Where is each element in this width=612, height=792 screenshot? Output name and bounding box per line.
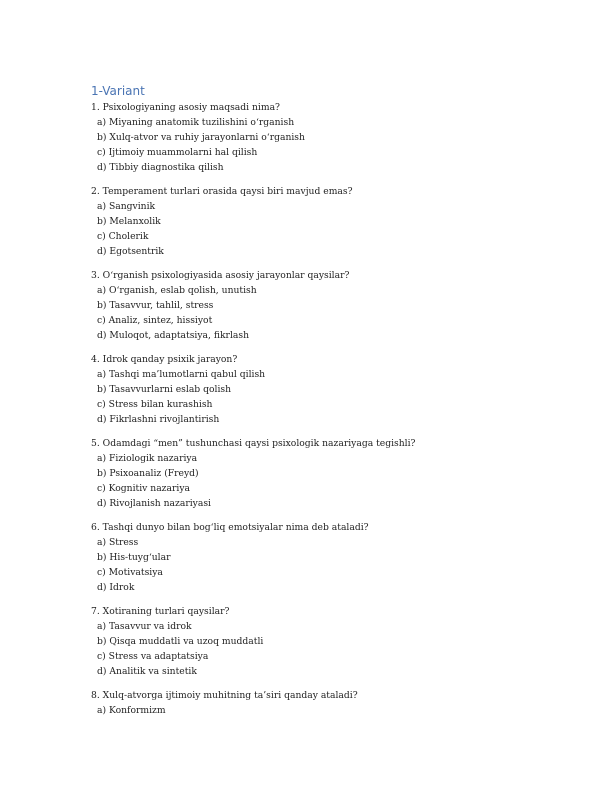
answer-option: d) Muloqot, adaptatsiya, fikrlash (97, 329, 250, 341)
question-2 (91, 185, 561, 260)
answer-option: d) Analitik va sintetik (97, 665, 197, 677)
answer-option: a) Tasavvur va idrok (97, 621, 192, 633)
variant-heading: 1-Variant (91, 84, 145, 98)
question-text: 2. Temperament turlari orasida qaysi biri mavjud emas? (91, 186, 353, 198)
question-5 (91, 437, 561, 512)
answer-option: b) Tasavvur, tahlil, stress (97, 299, 214, 311)
answer-option: c) Cholerik (97, 230, 149, 242)
question-text: 7. Xotiraning turlari qaysilar? (91, 606, 230, 618)
question-4 (91, 353, 561, 428)
answer-option: d) Egotsentrik (97, 245, 164, 257)
answer-option: c) Ijtimoiy muammolarni hal qilish (97, 146, 258, 158)
answer-option: d) Idrok (97, 581, 135, 593)
answer-option: a) Fiziologik nazariya (97, 453, 198, 465)
answer-option: a) O‘rganish, eslab qolish, unutish (97, 284, 257, 296)
question-list (91, 101, 561, 719)
question-text: 5. Odamdagi “men” tushunchasi qaysi psixologik nazariyaga tegishli? (91, 438, 416, 450)
question-6 (91, 521, 561, 596)
answer-option: c) Stress bilan kurashish (97, 398, 213, 410)
answer-option: a) Stress (97, 537, 139, 549)
answer-option: b) Psixoanaliz (Freyd) (97, 467, 199, 479)
answer-option: b) Xulq-atvor va ruhiy jarayonlarni o‘rganish (97, 131, 305, 143)
answer-option: b) Qisqa muddatli va uzoq muddatli (97, 636, 264, 647)
answer-option: a) Sangvinik (97, 200, 156, 212)
question-text: 4. Idrok qanday psixik jarayon? (91, 354, 238, 366)
question-text: 3. O‘rganish psixologiyasida asosiy jarayonlar qaysilar? (91, 270, 350, 282)
answer-option: a) Tashqi ma’lumotlarni qabul qilish (97, 369, 266, 380)
answer-option: c) Motivatsiya (97, 566, 163, 578)
answer-option: b) Tasavvurlarni eslab qolish (97, 383, 232, 395)
question-1 (91, 101, 561, 176)
question-text: 6. Tashqi dunyo bilan bog‘liq emotsiyalar nima deb ataladi? (91, 522, 369, 534)
answer-option: b) Melanxolik (97, 215, 161, 227)
question-text: 1. Psixologiyaning asosiy maqsadi nima? (91, 102, 280, 113)
answer-option: a) Miyaning anatomik tuzilishini o‘rganish (97, 116, 295, 128)
question-7 (91, 605, 561, 680)
question-8 (91, 689, 561, 719)
question-3 (91, 269, 561, 344)
answer-option: b) His-tuyg‘ular (97, 551, 171, 563)
answer-option: c) Analiz, sintez, hissiyot (97, 314, 213, 326)
answer-option: a) Konformizm (97, 705, 166, 717)
answer-option: d) Fikrlashni rivojlantirish (97, 413, 220, 425)
answer-option: c) Stress va adaptatsiya (97, 650, 209, 662)
answer-option: d) Tibbiy diagnostika qilish (97, 161, 224, 173)
question-text: 8. Xulq-atvorga ijtimoiy muhitning ta’siri qanday ataladi? (91, 690, 358, 702)
answer-option: c) Kognitiv nazariya (97, 482, 190, 494)
answer-option: d) Rivojlanish nazariyasi (97, 497, 212, 509)
document-content (91, 84, 561, 729)
